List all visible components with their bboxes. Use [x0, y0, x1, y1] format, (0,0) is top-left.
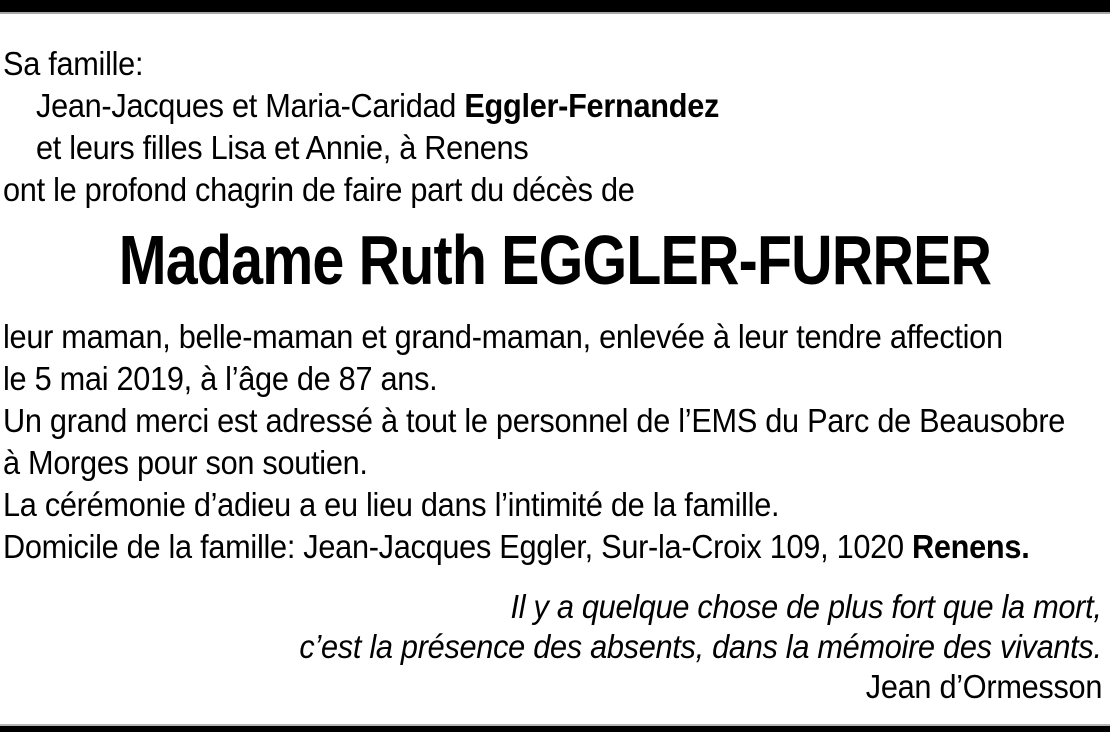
parents-names: Jean-Jacques et Maria-Caridad	[36, 87, 465, 124]
notice-content	[0, 14, 1110, 707]
deceased-name-title: Madame Ruth EGGLER-FURRER	[118, 221, 992, 299]
intro-line-daughters-text: et leurs filles Lisa et Annie, à Renens	[36, 129, 529, 166]
address-city-bold: Renens.	[912, 528, 1030, 565]
body-line-ceremony-text: La cérémonie d’adieu a eu lieu dans l’intimité de la famille.	[3, 486, 780, 523]
intro-line-family-text: Sa famille:	[3, 45, 144, 82]
intro-line-daughters	[3, 127, 1110, 169]
family-surname-bold: Eggler-Fernandez	[464, 87, 720, 124]
memorial-quote-block	[0, 587, 1110, 707]
quote-attribution	[0, 667, 1102, 707]
quote-line-1	[0, 587, 1102, 627]
body-paragraph	[0, 316, 1110, 568]
intro-paragraph	[0, 43, 1110, 211]
quote-line-2	[0, 627, 1102, 667]
body-line-thanks-2	[3, 442, 1110, 484]
intro-line-announcement-text: ont le profond chagrin de faire part du décès de	[3, 171, 635, 208]
body-line-thanks-1	[3, 400, 1110, 442]
body-line-address	[3, 526, 1110, 568]
body-line-date-age-text: le 5 mai 2019, à l’âge de 87 ans.	[3, 360, 438, 397]
quote-line-1-text: Il y a quelque chose de plus fort que la mort,	[510, 588, 1102, 625]
quote-attribution-text: Jean d’Ormesson	[865, 668, 1102, 705]
deceased-name-row	[0, 218, 1110, 302]
intro-line-parents-text	[36, 85, 719, 127]
body-line-thanks-2-text: à Morges pour son soutien.	[3, 444, 368, 481]
body-line-thanks-1-text: Un grand merci est adressé à tout le personnel de l’EMS du Parc de Beausobre	[3, 402, 1066, 439]
body-line-date-age	[3, 358, 1110, 400]
body-line-address-text	[3, 526, 1029, 568]
intro-line-parents	[3, 85, 1110, 127]
address-text: Domicile de la famille: Jean-Jacques Eggler, Sur-la-Croix 109, 1020	[3, 528, 913, 565]
intro-line-announcement	[3, 169, 1110, 211]
quote-line-2-text: c’est la présence des absents, dans la mémoire des vivants.	[299, 628, 1102, 665]
bottom-border-bar	[0, 724, 1110, 732]
top-border-bar	[0, 0, 1110, 14]
body-line-relation-text: leur maman, belle-maman et grand-maman, enlevée à leur tendre affection	[3, 318, 1003, 355]
body-line-ceremony	[3, 484, 1110, 526]
body-line-relation	[3, 316, 1110, 358]
intro-line-family	[3, 43, 1110, 85]
